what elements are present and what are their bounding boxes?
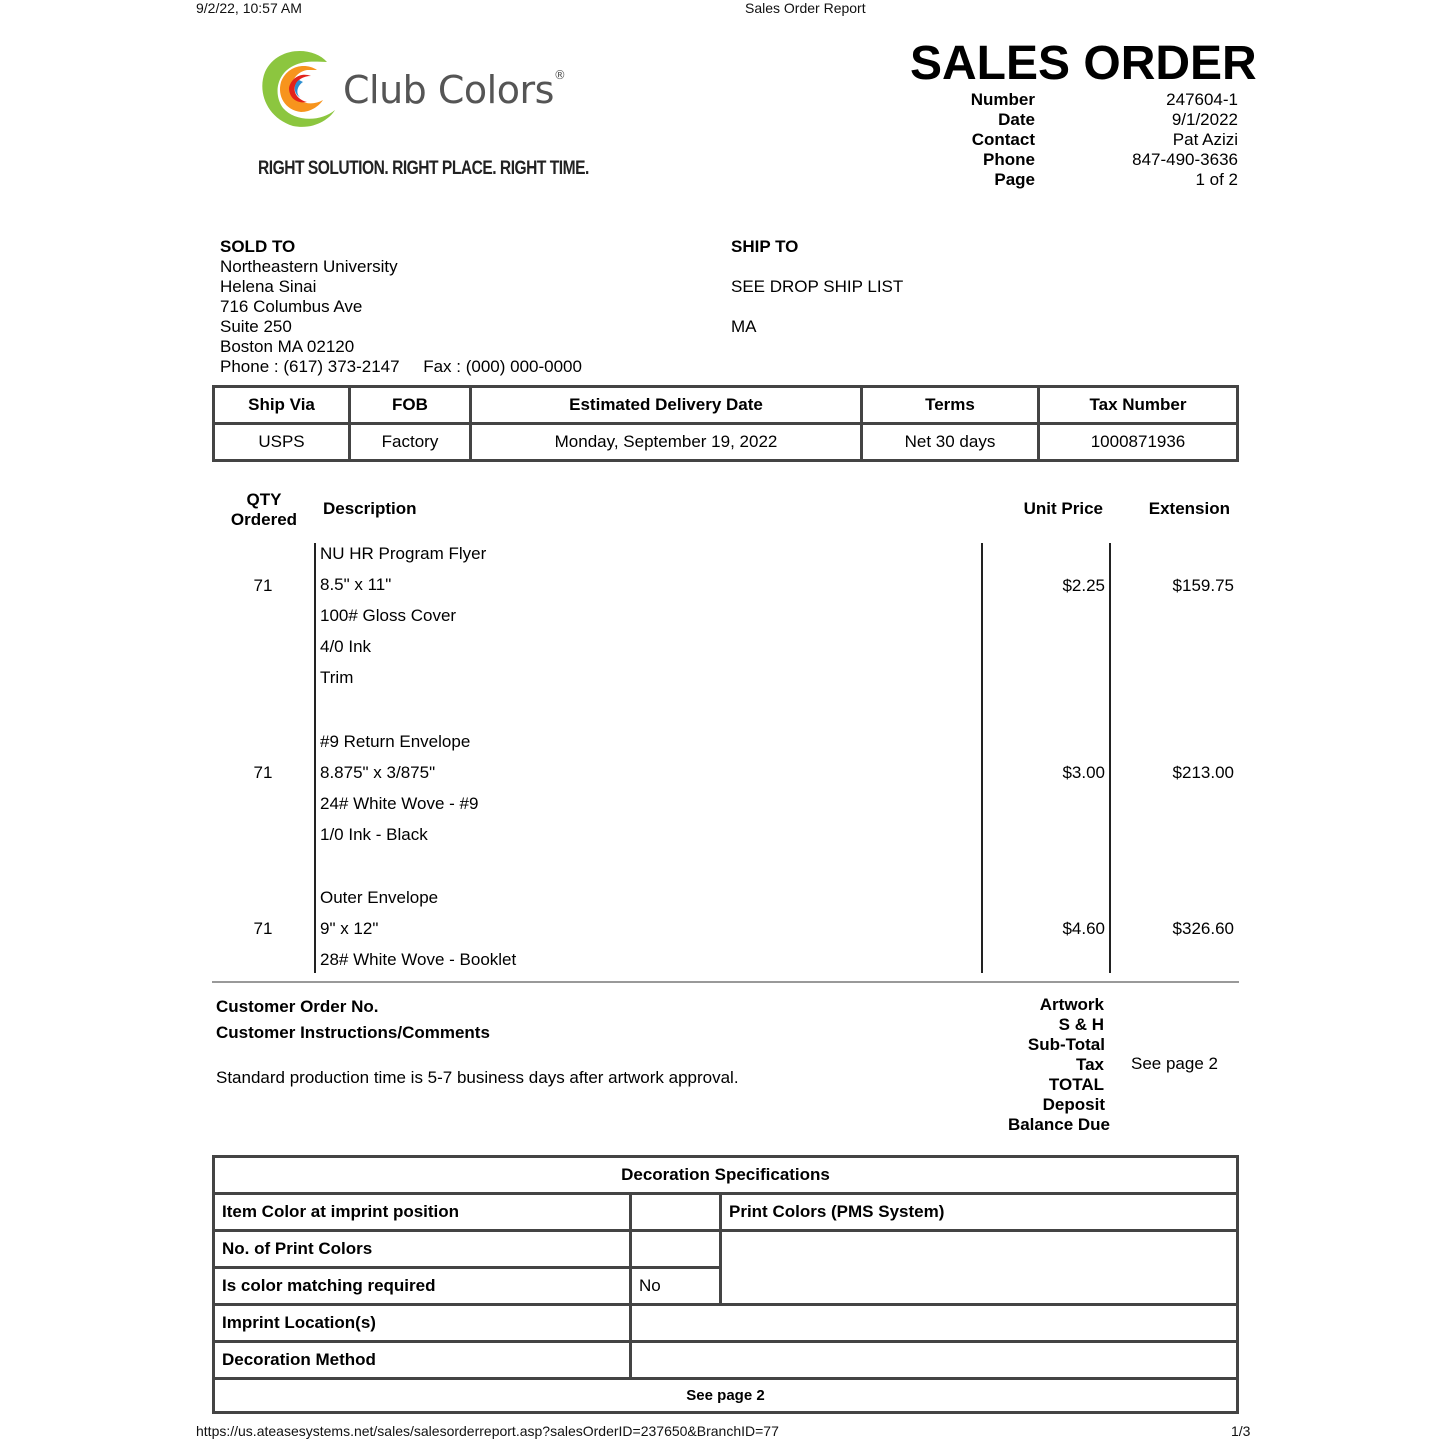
total-label-total: TOTAL — [1048, 1075, 1104, 1094]
sold-to-line: Helena Sinai — [220, 277, 317, 296]
totals-see-page-note: See page 2 — [1131, 1054, 1218, 1073]
ship-to-heading: SHIP TO — [731, 237, 799, 256]
item-desc-line: 4/0 Ink — [320, 637, 372, 656]
item-unit-price: $4.60 — [1062, 919, 1105, 938]
sold-to-block — [220, 237, 582, 377]
imprint-location-value — [631, 1305, 1238, 1342]
header-delivery-date: Estimated Delivery Date — [471, 387, 862, 424]
document-title: SALES ORDER — [910, 37, 1257, 90]
decoration-row — [214, 1194, 1238, 1231]
sold-to-heading: SOLD TO — [220, 237, 296, 256]
meta-label-phone: Phone — [983, 150, 1035, 169]
description-left-divider — [314, 543, 316, 973]
decoration-method-label: Decoration Method — [214, 1342, 631, 1379]
item-desc-line: 28# White Wove - Booklet — [320, 950, 517, 969]
extension-header: Extension — [1148, 499, 1230, 518]
item-desc-line: 1/0 Ink - Black — [320, 825, 428, 844]
item-desc-line: 8.5" x 11" — [320, 575, 392, 594]
color-matching-value: No — [631, 1268, 721, 1305]
total-label-balance-due: Balance Due — [1007, 1115, 1110, 1134]
item-color-value — [631, 1194, 721, 1231]
meta-value-contact: Pat Azizi — [1172, 130, 1238, 149]
item-desc-line: 9" x 12" — [320, 919, 379, 938]
order-meta-labels — [895, 90, 1035, 190]
header-tax-number: Tax Number — [1039, 387, 1238, 424]
item-desc-line: 24# White Wove - #9 — [320, 794, 479, 813]
value-terms: Net 30 days — [862, 424, 1039, 461]
qty-ordered-header — [218, 490, 310, 530]
total-label-deposit: Deposit — [1042, 1095, 1105, 1114]
brand-name: Club Colors® — [343, 68, 566, 112]
decoration-spec-table — [212, 1155, 1239, 1414]
total-label-sh: S & H — [1058, 1015, 1104, 1034]
item-qty: 71 — [253, 576, 273, 595]
print-colors-label: Print Colors (PMS System) — [721, 1194, 1238, 1231]
extension-left-divider — [1109, 543, 1111, 973]
print-page-count: 1/3 — [1231, 1423, 1251, 1439]
print-datetime: 9/2/22, 10:57 AM — [196, 0, 302, 16]
num-print-colors-label: No. of Print Colors — [214, 1231, 631, 1268]
customer-instructions-label: Customer Instructions/Comments — [216, 1023, 490, 1042]
decoration-row — [214, 1342, 1238, 1379]
color-matching-label: Is color matching required — [214, 1268, 631, 1305]
shipping-header-row — [214, 387, 1238, 424]
order-meta-values — [1018, 90, 1238, 190]
registered-mark: ® — [553, 68, 566, 82]
sold-to-line: Northeastern University — [220, 257, 398, 276]
decoration-row — [214, 1305, 1238, 1342]
total-label-tax: Tax — [1075, 1055, 1104, 1074]
value-fob: Factory — [350, 424, 471, 461]
decoration-row — [214, 1231, 1238, 1268]
ship-to-line: SEE DROP SHIP LIST — [731, 277, 904, 296]
shipping-table — [212, 385, 1239, 462]
print-url: https://us.ateasesystems.net/sales/salesorderreport.asp?salesOrderID=237650&BranchID=77 — [196, 1423, 779, 1439]
item-qty: 71 — [253, 763, 273, 782]
item-unit-price: $3.00 — [1062, 763, 1105, 782]
item-desc-line: 8.875" x 3/875" — [320, 763, 436, 782]
sold-to-line: Boston MA 02120 — [220, 337, 355, 356]
print-colors-value — [721, 1231, 1238, 1305]
item-unit-price: $2.25 — [1062, 576, 1105, 595]
value-tax-number: 1000871936 — [1039, 424, 1238, 461]
meta-value-phone: 847-490-3636 — [1132, 150, 1238, 169]
description-header: Description — [323, 499, 417, 518]
item-extension: $326.60 — [1172, 919, 1234, 938]
logo-swirl-icon — [255, 44, 341, 130]
qty-header-line: QTY — [246, 490, 282, 509]
totals-labels — [930, 995, 1110, 1135]
line-item — [320, 544, 486, 699]
meta-label-contact: Contact — [971, 130, 1035, 149]
item-color-label: Item Color at imprint position — [214, 1194, 631, 1231]
meta-label-number: Number — [970, 90, 1035, 109]
line-item — [320, 732, 478, 856]
ship-to-block — [731, 237, 903, 337]
print-page-title: Sales Order Report — [745, 0, 866, 16]
meta-value-number: 247604-1 — [1166, 90, 1238, 109]
meta-label-page: Page — [994, 170, 1035, 189]
decoration-method-value — [631, 1342, 1238, 1379]
header-ship-via: Ship Via — [214, 387, 350, 424]
meta-label-date: Date — [998, 110, 1035, 129]
ordered-header-line: Ordered — [230, 510, 298, 529]
num-print-colors-value — [631, 1231, 721, 1268]
header-terms: Terms — [862, 387, 1039, 424]
item-desc-line: 100# Gloss Cover — [320, 606, 457, 625]
shipping-value-row — [214, 424, 1238, 461]
item-qty: 71 — [253, 919, 273, 938]
sold-to-line: 716 Columbus Ave — [220, 297, 363, 316]
sold-to-line: Suite 250 — [220, 317, 292, 336]
total-label-artwork: Artwork — [1039, 995, 1104, 1014]
unit-price-left-divider — [981, 543, 983, 973]
items-bottom-divider — [212, 981, 1239, 983]
total-label-subtotal: Sub-Total — [1027, 1035, 1105, 1054]
unit-price-header: Unit Price — [1023, 499, 1103, 518]
customer-order-no-label: Customer Order No. — [216, 997, 379, 1016]
imprint-location-label: Imprint Location(s) — [214, 1305, 631, 1342]
meta-value-date: 9/1/2022 — [1171, 110, 1238, 129]
item-desc-line: Trim — [320, 668, 354, 687]
customer-instructions-text: Standard production time is 5-7 business days after artwork approval. — [216, 1068, 739, 1087]
decoration-see-page: See page 2 — [214, 1379, 1238, 1413]
item-extension: $213.00 — [1172, 763, 1234, 782]
decoration-footer-row — [214, 1379, 1238, 1413]
value-ship-via: USPS — [214, 424, 350, 461]
decoration-title-row — [214, 1157, 1238, 1194]
item-desc-line: #9 Return Envelope — [320, 732, 471, 751]
club-colors-logo-mark — [255, 44, 341, 130]
meta-value-page: 1 of 2 — [1195, 170, 1238, 189]
value-delivery-date: Monday, September 19, 2022 — [471, 424, 862, 461]
item-desc-line: Outer Envelope — [320, 888, 439, 907]
item-desc-line: NU HR Program Flyer — [320, 544, 487, 563]
item-extension: $159.75 — [1172, 576, 1234, 595]
header-fob: FOB — [350, 387, 471, 424]
brand-tagline: RIGHT SOLUTION. RIGHT PLACE. RIGHT TIME. — [258, 158, 589, 179]
decoration-title: Decoration Specifications — [214, 1157, 1238, 1194]
ship-to-state: MA — [731, 317, 757, 336]
sold-to-phone-fax: Phone : (617) 373-2147 Fax : (000) 000-0000 — [220, 357, 582, 376]
line-item — [320, 888, 516, 981]
